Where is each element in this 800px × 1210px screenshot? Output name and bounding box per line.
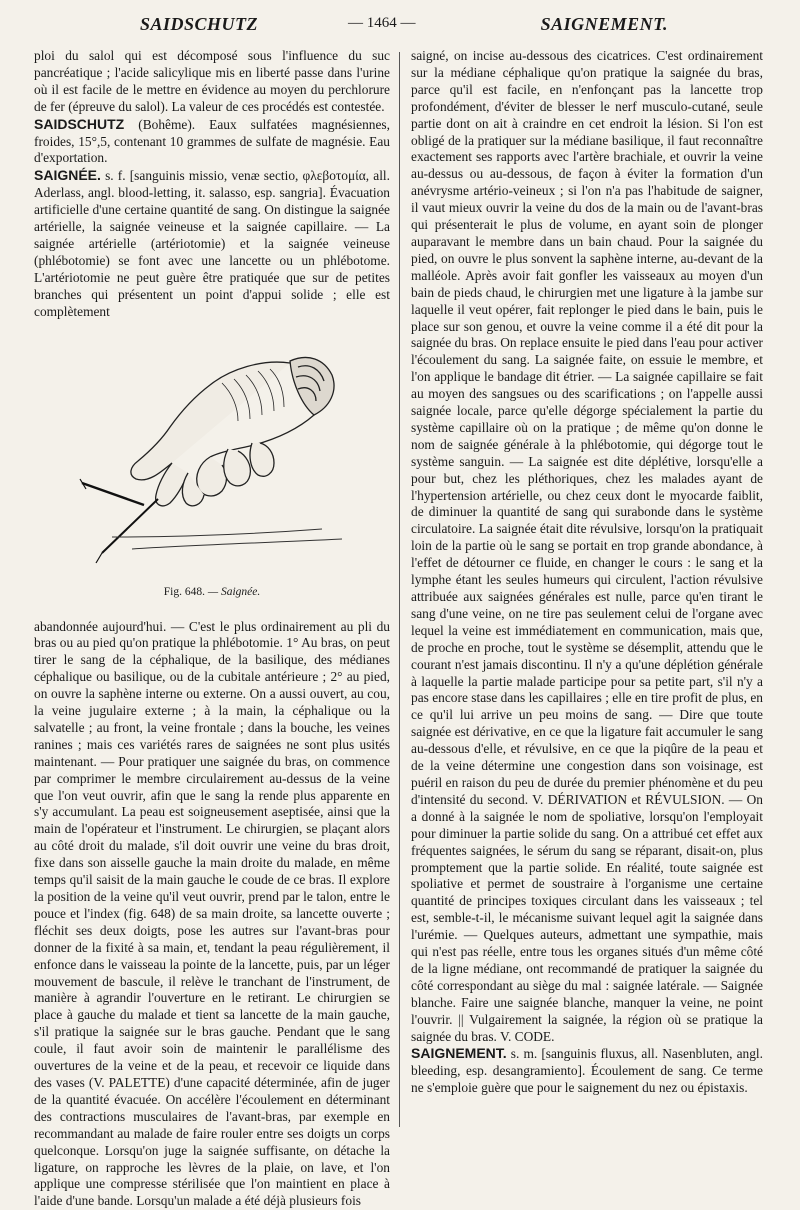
column-divider bbox=[399, 52, 400, 1127]
right-column bbox=[411, 48, 763, 1097]
left-column bbox=[34, 48, 390, 1210]
headword-saidschutz: SAIDSCHUTZ bbox=[34, 116, 124, 132]
header-right-term: SAIGNEMENT. bbox=[541, 14, 668, 35]
entry-saignee-continued-right: saigné, on incise au-dessous des cicatrices. C'est ordinairement sur la médiane céphalique qu'on pratique la saignée du bras, parce qu'il est facile, en n'enfonçant pas la lancette trop profondément, d'éviter de blesser le nerf musculo-cutané, seule partie dont on ait à craindre en cet endroit la lésion. Si l'on est obligé de la pratiquer sur la médiane basilique, il faut reconnaître exactement ses rapports avec l'artère brachiale, et ouvrir la veine au-dessus ou au-dessous, de façon à éviter la formation d'un anévrysme artério-veineux ; si l'on n'a pas l'habitude de saigner, il vaut mieux ouvrir la veine du dos de la main ou de l'avant-bras qui présenterait le plus de volume, en ayant soin de plonger auparavant le membre dans un bain chaud. Pour la saignée du pied, on ouvre le plus sonvent la saphène interne, au-devant de la malléole. Après avoir fait gonfler les vaisseaux au moyen d'un bain de pieds chaud, le chirurgien met une ligature à la jambe sur laquelle il veut opérer, fait replonger le pied dans le bain, puis le place sur son genou, et ouvre la veine comme il a été dit pour la saignée du bras. On replace ensuite le pied dans l'eau pour activer l'écoulement du sang. La saignée faite, on essuie le membre, et l'on applique le bandage dit étrier. — La saignée capillaire se fait au moyen des sangsues ou des scarifications ; on l'appelle aussi saignée locale, parce qu'elle dégorge spécialement la partie du système capillaire où on la pratique ; de même qu'on donne le nom de saignée générale à la phlébotomie, qui dégorge tout le système sanguin. — La saignée est dite déplétive, lorsqu'elle a pour but, chez les pléthoriques, chez les malades ayant de l'hypertension artérielle, ou chez ceux dont le myocarde faiblit, de diminuer la quantité de sang qui surabonde dans le système circulatoire. La saignée était dite révulsive, lorsqu'on la pratiquait loin de la partie où le sang se portait en trop grande abondance, à l'effet de détourner ce fluide, en changer le cours : le sang et la lymphe étant les seules humeurs qui circulent, l'action révulsive attribuée aux saignées générales est nulle, parce qu'en tirant le sang d'une veine, on ne tire pas seulement celui de l'organe avec lequel la veine est immédiatement en communication, mais que, de proche en proche, tout le système se désemplit, attendu que le courant n'est jamais discontinu. Il n'y a qu'une déplétion générale à laquelle la partie malade participe pour sa petite part, s'il n'y a pas encore stase dans les capillaires ; elle en tire profit de plus, en ce qu'il lui arrive un peu moins de sang. — Dire que toute saignée est dérivative, en ce que la ligature fait accumuler le sang au-dessous d'elle, et révulsive, en ce que la piqûre de la peau et de la veine détermine une congestion dans son voisinage, est puéril en raison du peu de durée du premier phénomène et du peu d'intensité du second. V. DÉRIVATION et RÉVULSION. — On a donné à la saignée le nom de spoliative, lorsqu'on l'employait pour diminuer la partie solide du sang. On a attribué cet effet aux fréquentes saignées, le sérum du sang se réparant, disait-on, plus promptement que la partie solide. En réalité, toute saignée est spoliative et permet de soustraire à l'organisme une certaine quantité de principes toxiques circulant dans les vaisseaux ; tel est, semble-t-il, le mécanisme suivant lequel agit la saignée dans l'urémie. — Quelques auteurs, admettant une sympathie, mais qui n'est pas réelle, entre tous les organes situés d'un même côté de la ligne médiane, ont recommandé de pratiquer la saignée du côté correspondant au siège du mal : saignée latérale. — Saignée blanche. Faire une saignée blanche, manquer la veine, ne point l'ouvrir. || Vulgairement la saignée, la région où se pratique la saignée du bras. V. CODE. bbox=[411, 48, 763, 1045]
figure-caption-title: — Saignée. bbox=[208, 586, 260, 598]
headword-saignee: SAIGNÉE. bbox=[34, 167, 101, 183]
entry-saignee-continued: abandonnée aujourd'hui. — C'est le plus ordinairement au pli du bras ou au pied qu'on pratique la phlébotomie. 1° Au bras, on peut tirer le sang de la céphalique, de la basilique, des médianes céphalique ou basilique, ou de la cubitale antérieure ; 2° au pied, on ouvre la saphène interne ou externe. On a aussi ouvert, au cou, la veine jugulaire externe ; à la main, la céphalique ou la salvatelle ; au front, la veine frontale ; dans la bouche, les veines ranines ; mais ces variétés rares de saignées ne sont plus usités maintenant. — Pour pratiquer une saignée du bras, on commence par comprimer le membre circulairement au-dessus de la veine que l'on veut ouvrir, afin que le sang la rende plus apparente en s'y accumulant. La peau est soigneusement aseptisée, ainsi que la main de l'opérateur et l'instrument. Le chirurgien, se plaçant alors au côté droit du malade, s'il doit ouvrir une veine du bras droit, fixe dans son aisselle gauche la main droite du malade, en même temps qu'il saisit de la main gauche le coude de ce bras. Il explore la position de la veine qu'il veut ouvrir, prend par le talon, entre le pouce et l'index (fig. 648) de sa main droite, sa lancette ouverte ; fléchit ses deux doigts, pose les autres sur l'avant-bras pour donner de la fixité à sa main, et, tendant la peau régulièrement, il enfonce dans le vaisseau la pointe de la lancette, puis, par un léger mouvement de bascule, il relève le tranchant de l'instrument, de manière à agrandir l'ouverture en le retirant. Le chirurgien se place à gauche du malade et tient sa lancette de la main gauche, s'il pratique la saignée sur le bras gauche. Pendant que le sang coule, il faut avoir soin de maintenir le parallélisme des ouvertures de la veine et de la peau, et recevoir ce liquide dans des vases (V. PALETTE) d'une capacité déterminée, afin de juger de la quantité évacuée. On accélère l'écoulement en déterminant des contractions musculaires de l'avant-bras, par exemple en recommandant au malade de faire rouler entre ses doigts un corps quelconque. Lorsqu'on juge la saignée suffisante, on détache la ligature, on rapproche les lèvres de la plaie, on lave, et l'on applique une compresse stérilisée que l'on maintient en place à l'aide d'une bande. Lorsqu'un malade a été déjà plusieurs fois bbox=[34, 619, 390, 1210]
entry-saignee-body: s. f. [sanguinis missio, venæ sectio, φλεβοτομία, all. Aderlass, angl. blood-letting, it. salasso, esp. sangria]. Évacuation artificielle d'une certaine quantité de sang. On distingue la saignée artérielle, la saignée veineuse et la saignée capillaire. — La saignée artérielle (artériotomie) et la saignée veineuse (phlébotomie) se font avec une lancette ou un phlébotome. L'artériotomie ne peut guère être pratiquée que sur de petites branches qui présentent un point d'appui solide ; elle est complètement bbox=[34, 168, 390, 318]
figure-caption bbox=[34, 584, 390, 601]
entry-saidschutz bbox=[34, 116, 390, 168]
entry-saignement bbox=[411, 1045, 763, 1097]
hand-lancet-illustration bbox=[62, 323, 362, 573]
headword-saignement: SAIGNEMENT. bbox=[411, 1045, 507, 1061]
entry-saignement-body: s. m. [sanguinis fluxus, all. Nasenbluten, angl. bleeding, esp. desangramiento]. Écoulement de sang. Ce terme ne s'emploie guère que pour le saignement du nez ou épistaxis. bbox=[411, 1046, 763, 1095]
header-left-term: SAIDSCHUTZ bbox=[140, 14, 258, 35]
figure-648 bbox=[34, 323, 390, 613]
page-number: — 1464 — bbox=[348, 15, 416, 32]
entry-saidschutz-body: (Bohême). Eaux sulfatées magnésiennes, froides, 15°,5, contenant 10 grammes de sulfate de magnésie. Eau d'exportation. bbox=[34, 117, 390, 166]
figure-caption-number: Fig. 648. bbox=[164, 586, 205, 598]
entry-saignee bbox=[34, 167, 390, 320]
continuation-paragraph: ploi du salol qui est décomposé sous l'influence du suc pancréatique ; l'acide salicylique mis en liberté passe dans l'urine où il est facile de le mettre en évidence au moyen du perchlorure de fer (épreuve du salol). La valeur de ces procédés est contestée. bbox=[34, 48, 390, 116]
running-header bbox=[0, 14, 800, 38]
